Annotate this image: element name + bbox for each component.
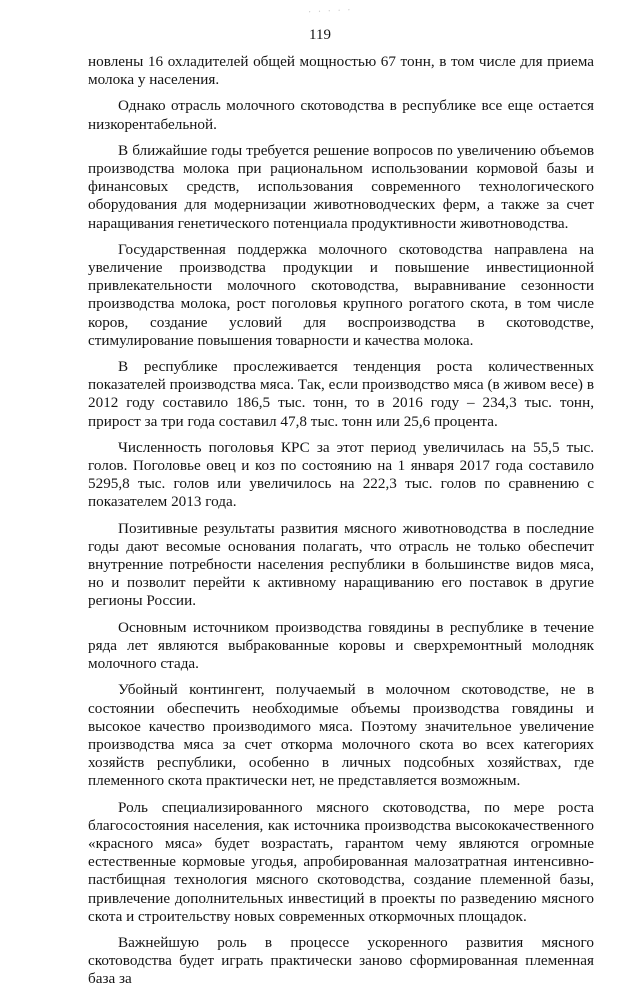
paragraph-9: Убойный контингент, получаемый в молочном скотоводстве, не в состоянии обеспечить необходимые объемы производства говядины и высокое качество производимого мяса. Поэтому значительное увеличение производства мяса за счет откорма молочного скота во всех категориях хозяйств республики, особенно в личных подсобных хозяйствах, где племенного скота практически нет, не представляется возможным. bbox=[88, 681, 594, 790]
paragraph-10: Роль специализированного мясного скотоводства, по мере роста благосостояния населения, как источника производства высококачественного «красного мяса» будет возрастать, гарантом чему являются огромные естественные кормовые угодья, апробированная малозатратная интенсивно-пастбищная технология мясного скотоводства, создание племенной базы, привлечение дополнительных инвестиций в проекты по разведению мясного скота и строительству новых современных откормочных площадок. bbox=[88, 798, 594, 925]
paragraph-7: Позитивные результаты развития мясного животноводства в последние годы дают весомые основания полагать, что отрасль не только обеспечит внутренние потребности населения республики в большинстве видов мяса, но и позволит перейти к активному наращиванию его поставок в другие регионы России. bbox=[88, 519, 594, 610]
paragraph-2: Однако отрасль молочного скотоводства в республике все еще остается низкорентабельной. bbox=[88, 97, 594, 133]
page-number: 119 bbox=[309, 27, 331, 43]
faint-stamp-mark: · · · · · bbox=[307, 4, 353, 19]
paragraph-3: В ближайшие годы требуется решение вопросов по увеличению объемов производства молока при рациональном использовании кормовой базы и финансовых средств, использования современного технологического оборудования для модернизации животноводческих ферм, а также за счет наращивания генетического потенциала продуктивности животноводства. bbox=[88, 141, 594, 232]
paragraph-6: Численность поголовья КРС за этот период увеличилась на 55,5 тыс. голов. Поголовье овец и коз по состоянию на 1 января 2017 года составило 5295,8 тыс. голов или увеличилось на 222,3 тыс. голов по сравнению с показателем 2013 года. bbox=[88, 438, 594, 511]
paragraph-1: новлены 16 охладителей общей мощностью 67 тонн, в том числе для приема молока у населения. bbox=[88, 53, 594, 89]
paragraph-11: Важнейшую роль в процессе ускоренного развития мясного скотоводства будет играть практически заново сформированная племенная база за bbox=[88, 933, 594, 988]
paragraph-5: В республике прослеживается тенденция роста количественных показателей производства мяса. Так, если производство мяса (в живом весе) в 2012 году составило 186,5 тыс. тонн, то в 2016 году – 234,3 тыс. тонн, прирост за три года составил 47,8 тыс. тонн или 25,6 процента. bbox=[88, 358, 594, 430]
paragraph-4: Государственная поддержка молочного скотоводства направлена на увеличение производства продукции и повышение инвестиционной привлекательности молочного скотоводства, выравнивание сезонности производства молока, рост поголовья крупного рогатого скота, в том числе коров, создание условий для воспроизводства в скотоводстве, стимулирование повышения товарности и качества молока. bbox=[88, 240, 594, 349]
paragraph-8: Основным источником производства говядины в республике в течение ряда лет являются выбракованные коровы и сверхремонтный молодняк молочного стада. bbox=[88, 618, 594, 673]
document-body bbox=[88, 53, 594, 989]
